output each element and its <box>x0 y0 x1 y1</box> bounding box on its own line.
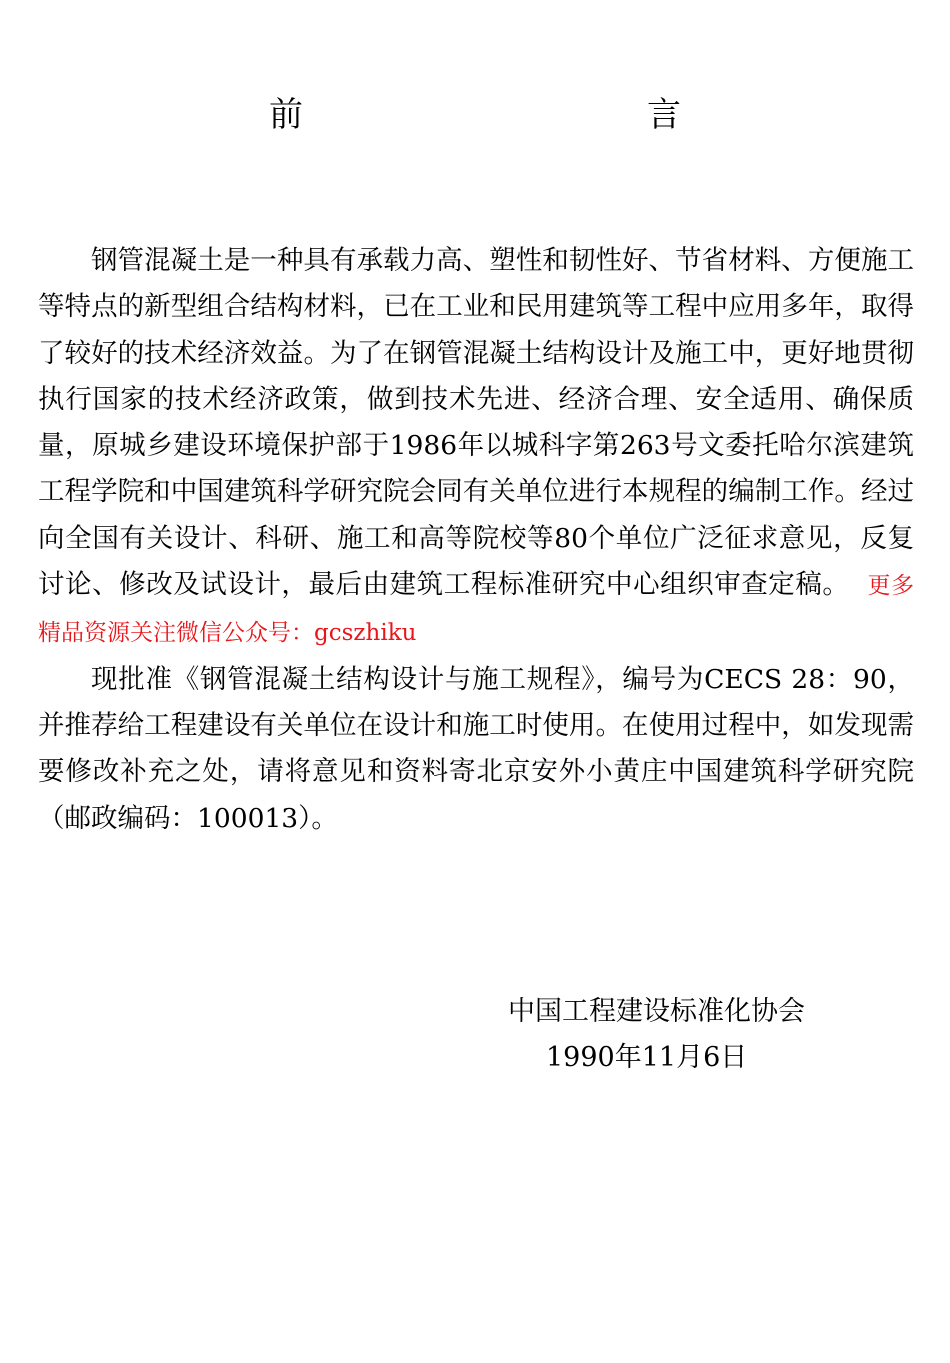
signature-date: 1990年11月6日 <box>546 1042 748 1073</box>
promo-note: 更多精品资源关注微信公众号：gcszhiku <box>38 573 915 647</box>
paragraph-approval: 现批准《钢管混凝土结构设计与施工规程》，编号为CECS 28：90，并推荐给工程建设有关单位在设计和施工时使用。在使用过程中，如发现需要修改补充之处，请将意见和资料寄北京安外小黄庄中国建筑科学研究院（邮政编码：100013）。 <box>38 663 914 834</box>
paragraph-foreword-text: 钢管混凝土是一种具有承载力高、塑性和韧性好、节省材料、方便施工等特点的新型组合结构材料，已在工业和民用建筑等工程中应用多年，取得了较好的技术经济效益。为了在钢管混凝土结构设计及施工中，更好地贯彻执行国家的技术经济政策，做到技术先进、经济合理、安全适用、确保质量，原城乡建设环境保护部于1986年以城科字第263号文委托哈尔滨建筑工程学院和中国建筑科学研究院会同有关单位进行本规程的编制工作。经过向全国有关设计、科研、施工和高等院校等80个单位广泛征求意见，反复讨论、修改及试设计，最后由建筑工程标准研究中心组织审查定稿。 <box>38 245 914 601</box>
paragraph-foreword <box>38 238 914 657</box>
document-body <box>38 238 914 842</box>
page-title: 前 言 <box>269 95 773 135</box>
signature-organization: 中国工程建设标准化协会 <box>508 996 805 1027</box>
